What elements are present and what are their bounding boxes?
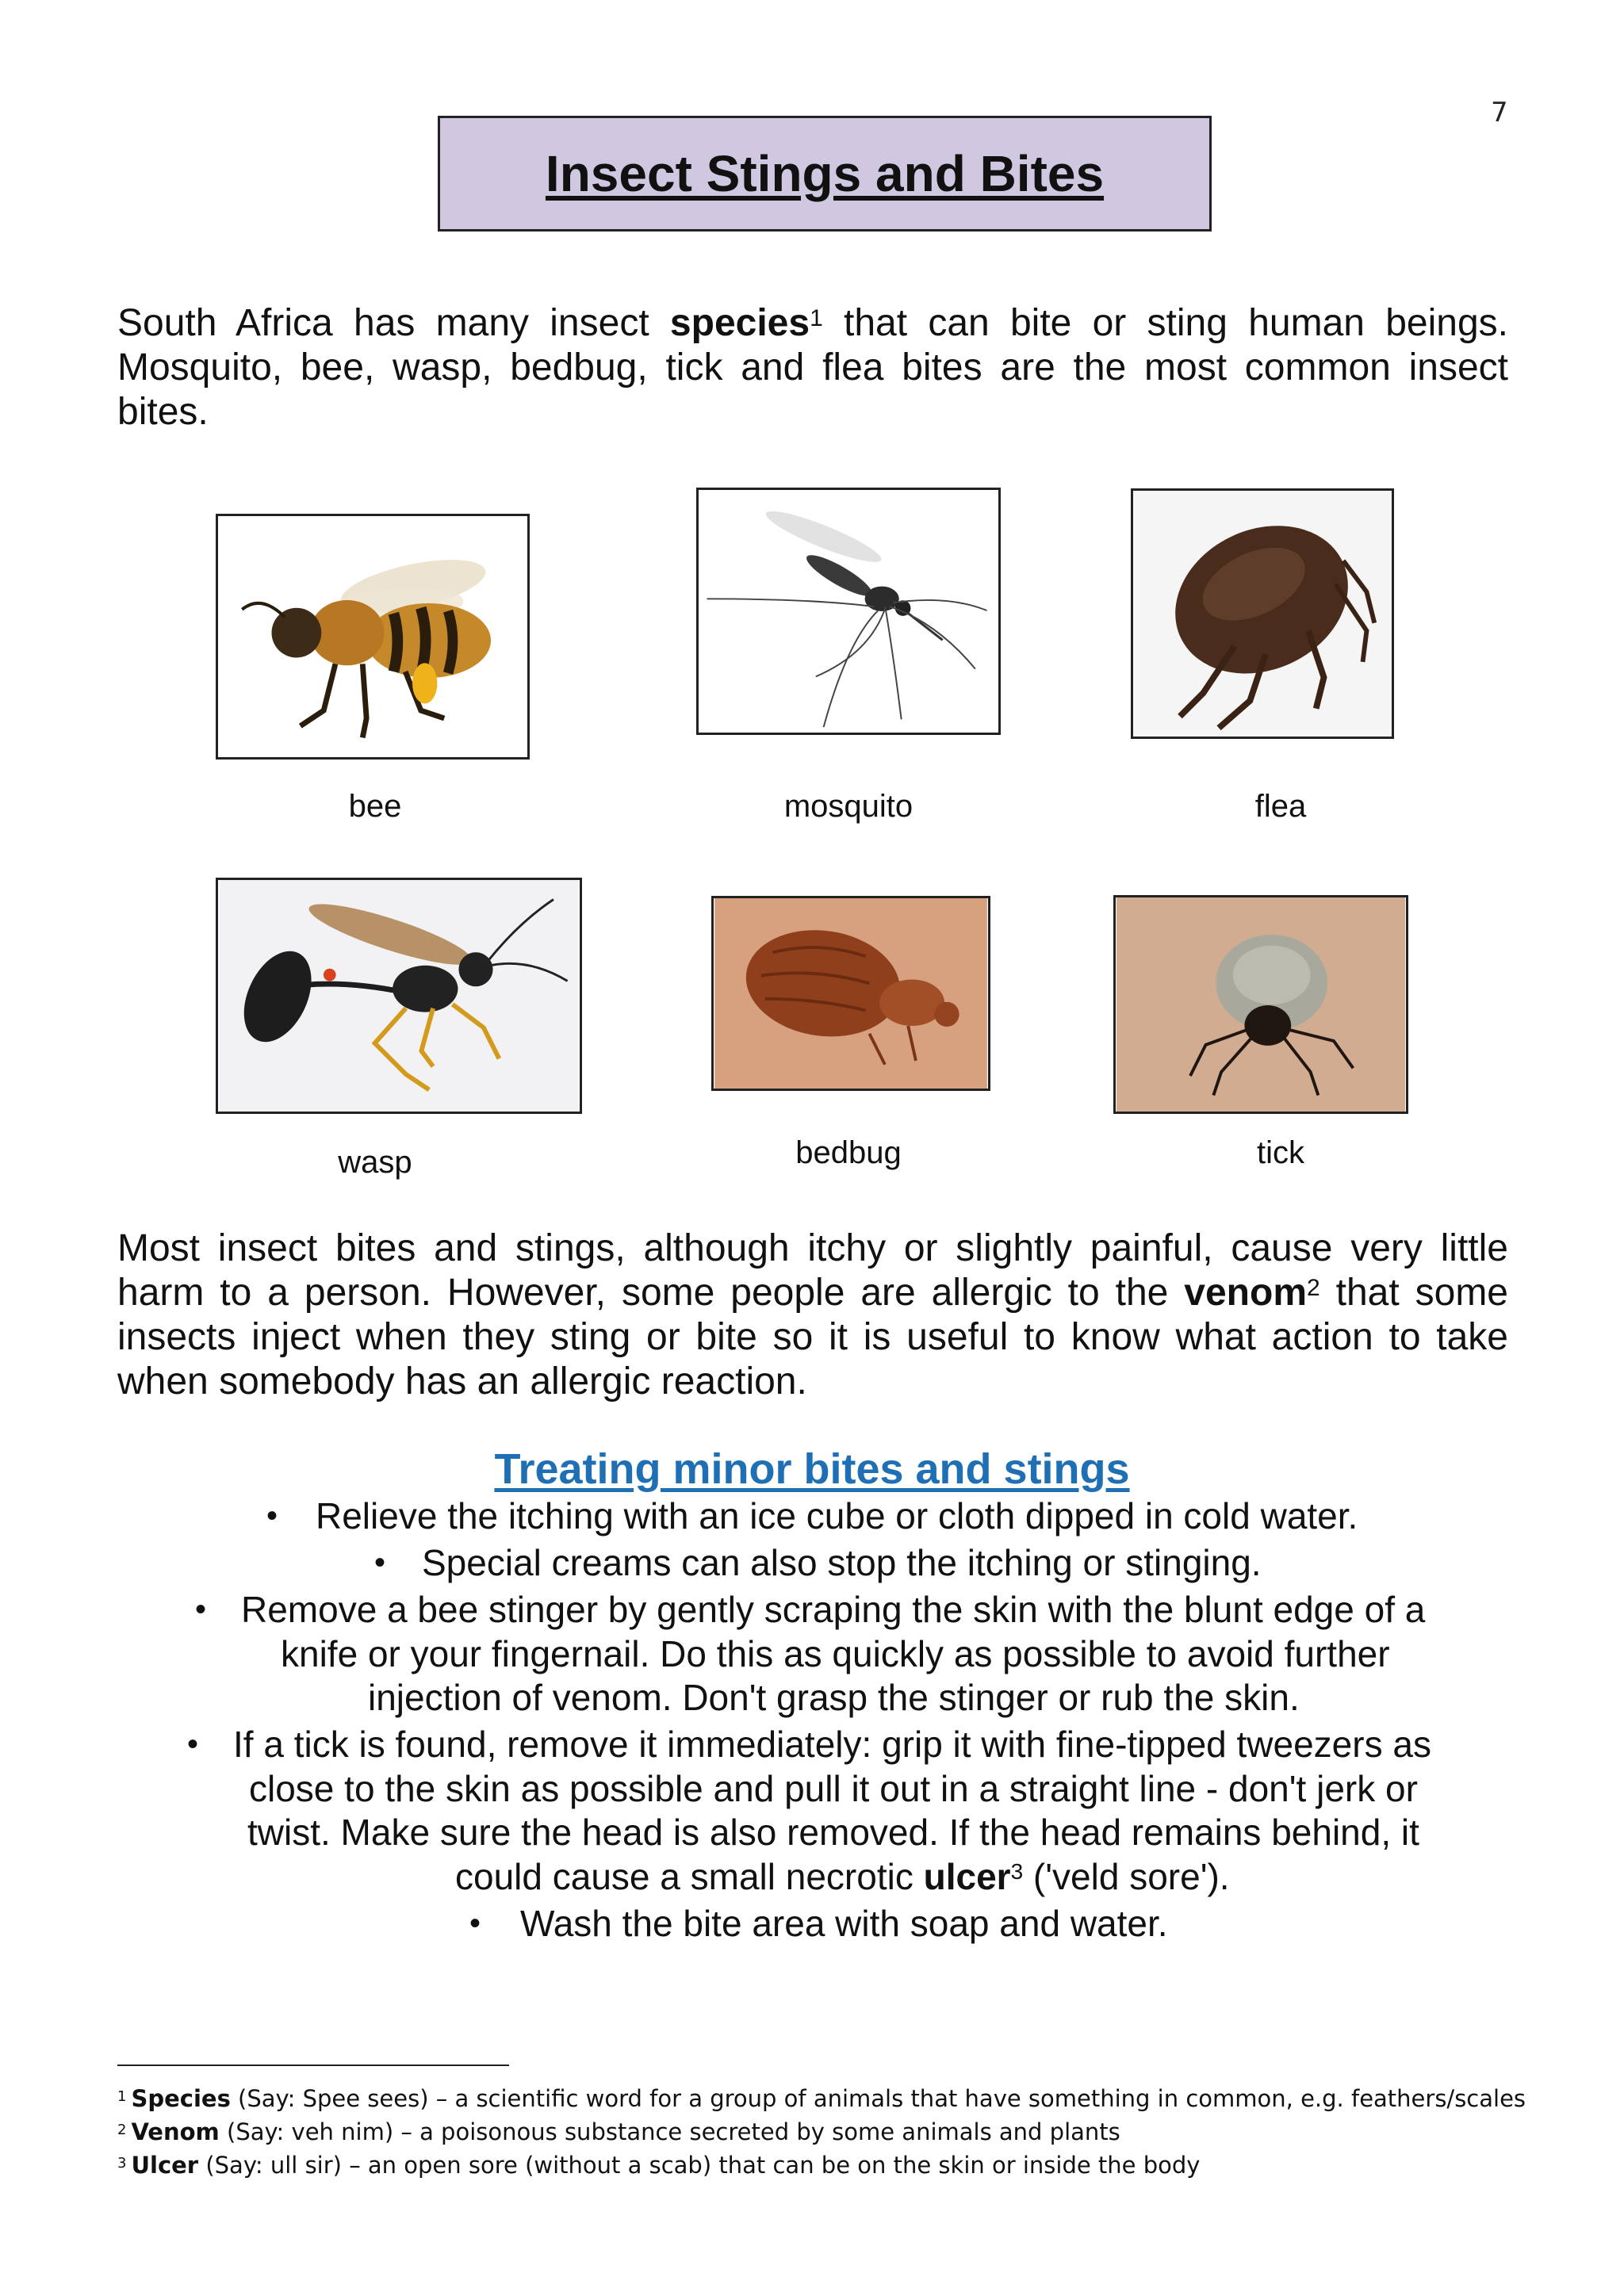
bullet-item — [469, 1901, 1168, 1946]
bullet-dot: • — [469, 1906, 481, 1941]
intro-text-start: South Africa has many insect — [117, 302, 670, 344]
footnote-ref-2: 2 — [1307, 1275, 1320, 1301]
bullet-dot: • — [195, 1592, 207, 1627]
bedbug-illustration — [714, 898, 988, 1089]
page-title: Insect Stings and Bites — [545, 145, 1105, 202]
mosquito-caption: mosquito — [783, 789, 914, 824]
footnote-text: (Say: ull sir) – an open sore (without a scab) that can be on the skin or inside the body — [198, 2152, 1201, 2179]
wasp-illustration — [218, 880, 580, 1112]
wasp-caption: wasp — [338, 1145, 412, 1180]
allergy-text-start: Most insect bites and stings, although itchy or slightly painful, cause very little harm to a person. However, some people are allergic to the — [117, 1227, 1508, 1314]
footnote-2 — [117, 2115, 1120, 2149]
wasp-photo — [216, 878, 582, 1114]
venom-term: venom — [1184, 1272, 1307, 1314]
intro-text-end: that can bite or sting human beings. Mosquito, bee, wasp, bedbug, tick and flea bites are the most common insect bites. — [117, 302, 1508, 433]
bullet-item — [195, 1587, 1425, 1632]
bullet-item — [374, 1540, 1262, 1585]
allergy-paragraph — [117, 1226, 1508, 1404]
footnote-term: Ulcer — [131, 2152, 199, 2179]
footnote-term: Species — [131, 2085, 231, 2112]
footnote-ref-1: 1 — [810, 305, 823, 331]
bullet-continuation: knife or your fingernail. Do this as quickly as possible to avoid further — [281, 1633, 1390, 1674]
bullet-text: If a tick is found, remove it immediately: grip it with fine-tipped tweezers as — [233, 1724, 1431, 1765]
bee-illustration — [218, 516, 527, 757]
bullet-text: Wash the bite area with soap and water. — [520, 1903, 1168, 1944]
bedbug-photo — [711, 896, 990, 1091]
bullet-item — [266, 1494, 1358, 1538]
ulcer-term: ulcer — [923, 1856, 1011, 1897]
bullet-continuation — [455, 1854, 1230, 1899]
ulcer-line-text: could cause a small necrotic — [455, 1856, 924, 1897]
bee-caption: bee — [348, 789, 402, 824]
bullet-dot: • — [187, 1727, 199, 1762]
title-box — [438, 116, 1212, 232]
allergy-text-end: that some insects inject when they sting or bite so it is useful to know what action to take when somebody has an allergic reaction. — [117, 1272, 1508, 1402]
mosquito-photo — [696, 488, 1001, 735]
footnote-number: 2 — [117, 2122, 127, 2138]
bullet-dot: • — [374, 1545, 386, 1580]
bullet-continuation: twist. Make sure the head is also removed. If the head remains behind, it — [247, 1812, 1419, 1853]
bullet-text: Remove a bee stinger by gently scraping the skin with the blunt edge of a — [241, 1589, 1426, 1630]
flea-caption: flea — [1254, 789, 1307, 824]
footnote-number: 1 — [117, 2088, 127, 2105]
bullet-text: Relieve the itching with an ice cube or cloth dipped in cold water. — [316, 1495, 1358, 1536]
mosquito-illustration — [699, 490, 998, 733]
footnote-ref-3: 3 — [1010, 1859, 1024, 1884]
flea-illustration — [1133, 491, 1392, 737]
footnote-divider — [117, 2064, 509, 2066]
footnote-3 — [117, 2149, 1200, 2182]
species-term: species — [669, 302, 810, 344]
ulcer-line-end: ('veld sore'). — [1023, 1856, 1230, 1897]
intro-paragraph — [117, 301, 1508, 434]
footnote-term: Venom — [131, 2118, 220, 2145]
bullet-dot: • — [266, 1498, 278, 1533]
footnote-1 — [117, 2082, 1526, 2115]
footnote-text: (Say: Spee sees) – a scientific word for a group of animals that have something in common, e.g. feathers/scales — [230, 2085, 1526, 2112]
bee-photo — [216, 514, 530, 760]
footnote-number: 3 — [117, 2155, 127, 2172]
bullet-continuation: close to the skin as possible and pull it out in a straight line - don't jerk or — [249, 1768, 1418, 1809]
tick-caption: tick — [1257, 1135, 1304, 1170]
footnote-text: (Say: veh nim) – a poisonous substance secreted by some animals and plants — [219, 2118, 1120, 2145]
tick-photo — [1113, 895, 1408, 1114]
tick-illustration — [1116, 897, 1406, 1112]
bullet-continuation: injection of venom. Don't grasp the stinger or rub the skin. — [368, 1677, 1300, 1718]
page-number: 7 — [1491, 97, 1508, 128]
treating-heading: Treating minor bites and stings — [494, 1445, 1130, 1493]
flea-photo — [1131, 488, 1394, 739]
bedbug-caption: bedbug — [795, 1135, 902, 1170]
bullet-text: Special creams can also stop the itching or stinging. — [422, 1542, 1262, 1583]
bullet-item — [187, 1722, 1431, 1766]
